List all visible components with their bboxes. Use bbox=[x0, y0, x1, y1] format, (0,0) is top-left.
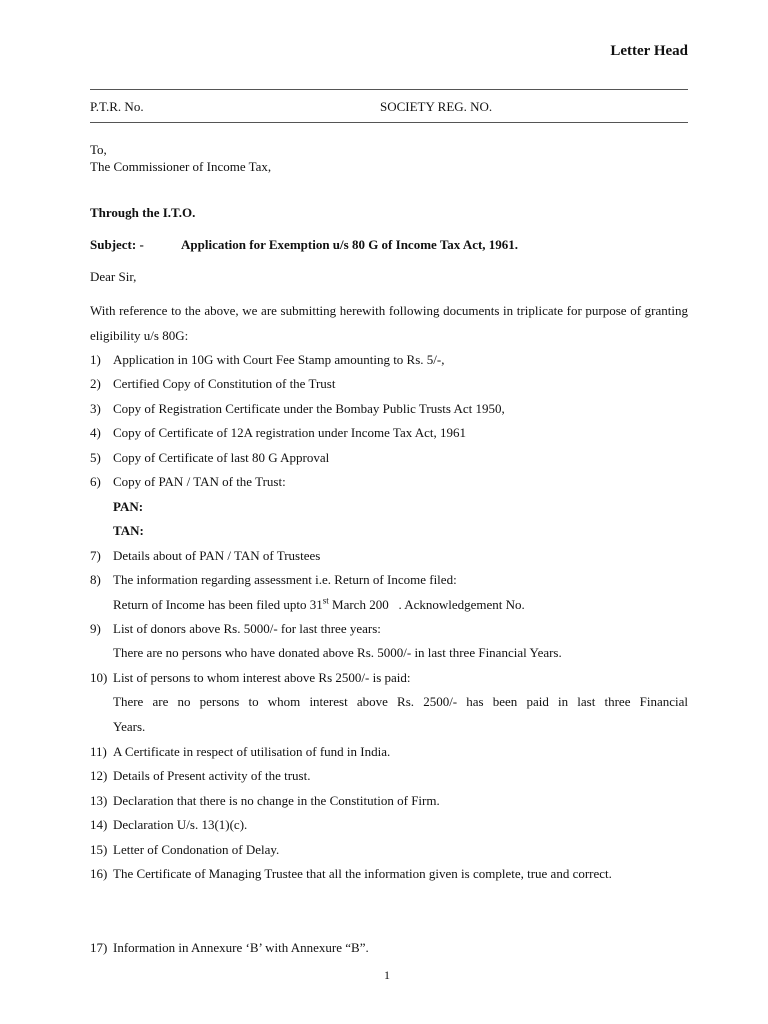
list-item-text: Information in Annexure ‘B’ with Annexure “B”. bbox=[113, 940, 369, 955]
return-text-after: March 200 . Acknowledgement No. bbox=[328, 597, 525, 612]
subject-text: Application for Exemption u/s 80 G of Income Tax Act, 1961. bbox=[181, 237, 519, 252]
list-item-text: The Certificate of Managing Trustee that all the information given is complete, true and correct. bbox=[113, 866, 612, 881]
page-number: 1 bbox=[384, 968, 390, 982]
list-item-number: 10) bbox=[90, 670, 108, 685]
return-of-income-line bbox=[113, 593, 688, 618]
list-item bbox=[90, 862, 688, 912]
list-item-number: 2) bbox=[90, 376, 101, 391]
list-item-number: 15) bbox=[90, 842, 108, 857]
list-item-number: 4) bbox=[90, 425, 101, 440]
salutation: Dear Sir, bbox=[90, 269, 137, 284]
interest-note-line2: Years. bbox=[113, 719, 146, 734]
list-item-text: Declaration that there is no change in the Constitution of Firm. bbox=[113, 793, 440, 808]
through-line: Through the I.T.O. bbox=[90, 205, 196, 220]
list-item-text: A Certificate in respect of utilisation of fund in India. bbox=[113, 744, 391, 759]
list-item-number: 13) bbox=[90, 793, 108, 808]
subject-label: Subject: - bbox=[90, 237, 144, 252]
list-item-number: 3) bbox=[90, 401, 101, 416]
list-item-text: Application in 10G with Court Fee Stamp amounting to Rs. 5/-, bbox=[113, 352, 445, 367]
list-item-text: Letter of Condonation of Delay. bbox=[113, 842, 280, 857]
list-item-text: The information regarding assessment i.e. Return of Income filed: bbox=[113, 572, 457, 587]
address-to: To, bbox=[90, 142, 107, 157]
list-item-text: Copy of PAN / TAN of the Trust: bbox=[113, 474, 286, 489]
ptr-number-label: P.T.R. No. bbox=[90, 99, 144, 114]
intro-paragraph: With reference to the above, we are submitting herewith following documents in triplicate for purpose of granting eligibility u/s 80G: bbox=[90, 303, 688, 343]
donors-note: There are no persons who have donated above Rs. 5000/- in last three Financial Years. bbox=[113, 645, 562, 660]
list-item-text: Certified Copy of Constitution of the Trust bbox=[113, 376, 336, 391]
list-item-number: 16) bbox=[90, 866, 108, 881]
list-item-number: 12) bbox=[90, 768, 108, 783]
list-item-number: 1) bbox=[90, 352, 101, 367]
ordinal-suffix: st bbox=[322, 595, 329, 606]
list-item-text: List of persons to whom interest above Rs 2500/- is paid: bbox=[113, 670, 411, 685]
return-text-before: Return of Income has been filed upto 31 bbox=[113, 597, 323, 612]
list-item-number: 8) bbox=[90, 572, 101, 587]
list-item-number: 6) bbox=[90, 474, 101, 489]
list-item-text: Copy of Registration Certificate under the Bombay Public Trusts Act 1950, bbox=[113, 401, 505, 416]
society-reg-number-label: SOCIETY REG. NO. bbox=[380, 99, 493, 114]
list-item-number: 7) bbox=[90, 548, 101, 563]
letter-head-title: Letter Head bbox=[610, 43, 688, 59]
list-item-number: 9) bbox=[90, 621, 101, 636]
list-item-text: Copy of Certificate of 12A registration under Income Tax Act, 1961 bbox=[113, 425, 467, 440]
list-item-number: 17) bbox=[90, 940, 108, 955]
address-recipient: The Commissioner of Income Tax, bbox=[90, 159, 272, 174]
interest-note-line1: There are no persons to whom interest above Rs. 2500/- has been paid in last three Financial bbox=[113, 694, 688, 709]
list-item-text: Details of Present activity of the trust. bbox=[113, 768, 311, 783]
list-item-number: 5) bbox=[90, 450, 101, 465]
list-item-text: Declaration U/s. 13(1)(c). bbox=[113, 817, 248, 832]
list-item-text: Copy of Certificate of last 80 G Approval bbox=[113, 450, 330, 465]
list-item-number: 11) bbox=[90, 744, 107, 759]
list-item-text: List of donors above Rs. 5000/- for last three years: bbox=[113, 621, 381, 636]
tan-label: TAN: bbox=[113, 523, 144, 538]
header-top-rule bbox=[90, 89, 688, 90]
list-item-text: Details about of PAN / TAN of Trustees bbox=[113, 548, 321, 563]
header-bottom-rule bbox=[90, 122, 688, 123]
list-item-number: 14) bbox=[90, 817, 108, 832]
pan-label: PAN: bbox=[113, 499, 144, 514]
